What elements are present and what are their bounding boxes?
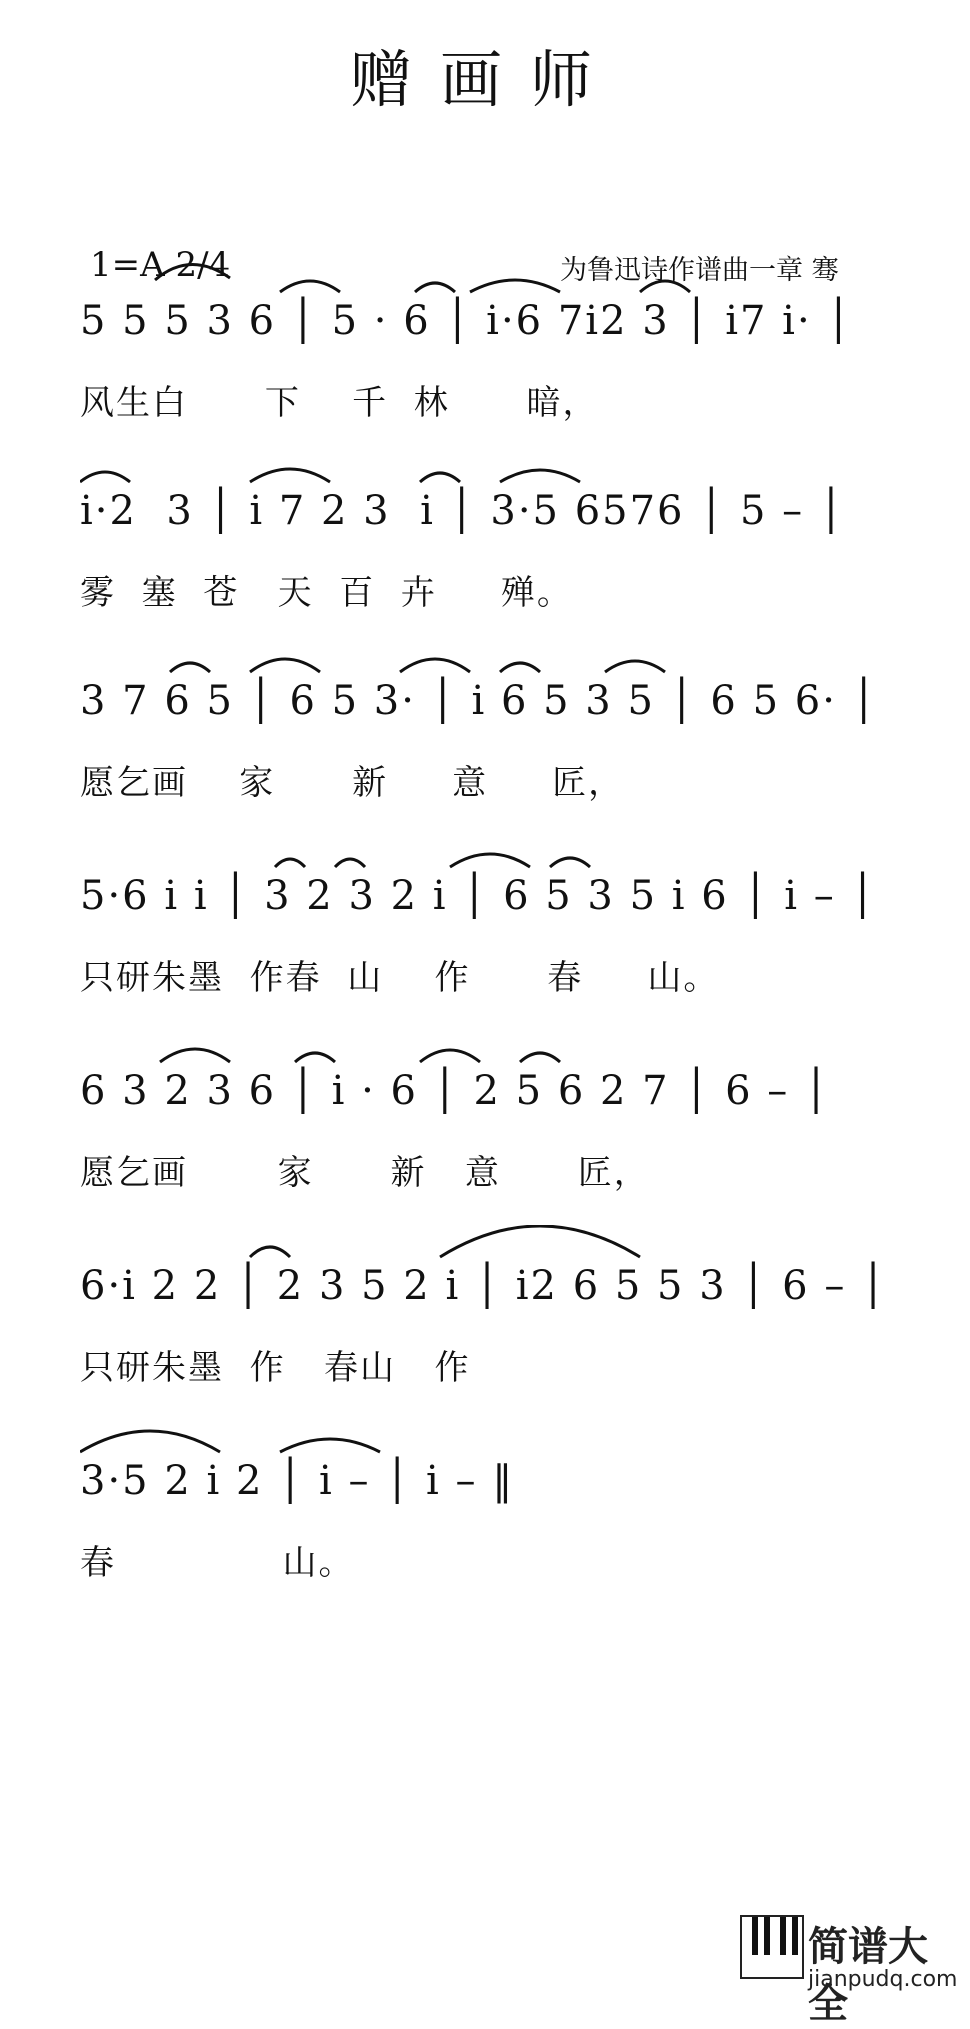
notation: i·2 3 │ i 7 2 3 i │ 3·5 6576 │ 5 – │ [80,488,845,534]
site-logo[interactable] [740,1915,965,2027]
score-line-3 [80,640,910,810]
notation: 5 5 5 3 6 │ 5 · 6 │ i·6 7i2 3 │ i7 i· │ [80,298,853,344]
key-signature: 1=A 2/4 [90,245,231,285]
lyrics: 愿乞画 家 新 意 匠， [80,1153,650,1193]
score-line-2 [80,450,910,620]
score-line-7 [80,1420,910,1590]
notation: 6 3 2 3 6 │ i · 6 │ 2 5 6 2 7 │ 6 – │ [80,1068,831,1114]
logo-url: jianpudq.com [808,1967,958,1992]
attribution: 为鲁迅诗作谱曲一章 骞 [560,255,839,286]
notation: 3·5 2 i 2 │ i – │ i – ‖ [80,1458,515,1504]
lyrics: 愿乞画 家 新 意 匠， [80,763,625,803]
logo-name: 简谱大全 [808,1924,928,2027]
score-line-1 [80,260,910,430]
notation: 5·6 i i │ 3 2 3 2 i │ 6 5 3 5 i 6 │ i – │ [80,873,877,919]
notation: 3 7 6 5 │ 6 5 3· │ i 6 5 3 5 │ 6 5 6· │ [80,678,878,724]
lyrics: 只研朱墨 作春 山 作 春 山。 [80,958,720,998]
notation: 6·i 2 2 │ 2 3 5 2 i │ i2 6 5 5 3 │ 6 – │ [80,1263,888,1309]
score-line-4 [80,835,910,1005]
lyrics: 雾 塞 苍 天 百 卉 殚。 [80,573,573,613]
lyrics: 只研朱墨 作 春山 作 [80,1348,471,1388]
lyrics: 春 山。 [80,1543,355,1583]
lyrics: 风生白 下 千 林 暗， [80,383,599,423]
piano-keys-icon [740,1915,804,1979]
song-title: 赠画师 [349,43,620,116]
score-line-5 [80,1030,910,1200]
score-line-6 [80,1225,910,1395]
